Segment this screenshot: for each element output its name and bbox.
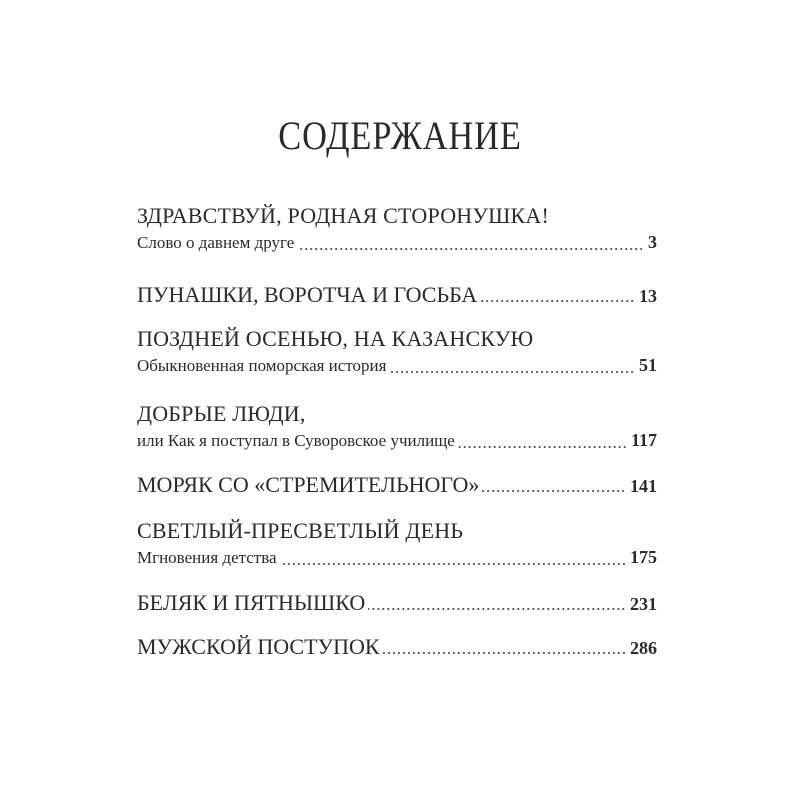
toc-entry-subtitle: Мгновения детства	[137, 548, 277, 567]
toc-entry-page: 13	[639, 286, 657, 306]
toc-entry-subtitle: Обыкновенная поморская история	[137, 356, 387, 375]
toc-entry-subtitle: Слово о давнем друге	[137, 233, 295, 252]
toc-entry-line	[137, 282, 657, 309]
dot-leader	[297, 248, 644, 250]
toc-entry	[137, 590, 657, 617]
toc-entry	[137, 203, 657, 256]
toc-entry-line	[137, 427, 657, 454]
page-heading: СОДЕРЖАНИЕ	[278, 113, 522, 158]
dot-leader	[383, 652, 626, 654]
toc-entry-page: 231	[630, 594, 657, 614]
toc-entry	[137, 518, 657, 571]
toc-entry-line	[137, 544, 657, 571]
toc-entry-title: ПУНАШКИ, ВОРОТЧА И ГОСЬБА	[137, 282, 478, 307]
toc-entry-subtitle: или Как я поступал в Суворовское училище	[137, 431, 455, 450]
toc-entry-page: 286	[630, 638, 657, 658]
dot-leader	[389, 371, 635, 373]
dot-leader	[480, 300, 635, 302]
toc-entry-title: ЗДРАВСТВУЙ, РОДНАЯ СТОРОНУШКА!	[137, 203, 550, 228]
toc-entry-title: МУЖСКОЙ ПОСТУПОК	[137, 634, 380, 659]
toc-entry-page: 3	[648, 232, 657, 252]
toc-entry	[137, 634, 657, 661]
toc-entry	[137, 282, 657, 309]
toc-entry-title: СВЕТЛЫЙ-ПРЕСВЕТЛЫЙ ДЕНЬ	[137, 518, 464, 543]
toc-entry	[137, 326, 657, 379]
toc-entry-line	[137, 634, 657, 661]
toc-entry	[137, 401, 657, 454]
toc-entry-line	[137, 352, 657, 379]
toc-entry-line	[137, 590, 657, 617]
toc-entry-title: БЕЛЯК И ПЯТНЫШКО	[137, 590, 366, 615]
toc-entry-page: 51	[639, 355, 657, 375]
toc-entry-title: ДОБРЫЕ ЛЮДИ,	[137, 401, 306, 426]
dot-leader	[280, 563, 626, 565]
dot-leader	[482, 490, 626, 492]
toc-entry-page: 141	[630, 476, 657, 496]
toc-entry-title: МОРЯК СО «СТРЕМИТЕЛЬНОГО»	[137, 472, 480, 497]
toc-entry-page: 117	[630, 430, 657, 450]
toc-entry-title: ПОЗДНЕЙ ОСЕНЬЮ, НА КАЗАНСКУЮ	[137, 326, 534, 351]
toc-entry	[137, 472, 657, 499]
toc-entry-line	[137, 229, 657, 256]
dot-leader	[368, 608, 626, 610]
toc-entry-page: 175	[630, 547, 657, 567]
dot-leader	[458, 446, 627, 448]
toc-entry-line	[137, 472, 657, 499]
